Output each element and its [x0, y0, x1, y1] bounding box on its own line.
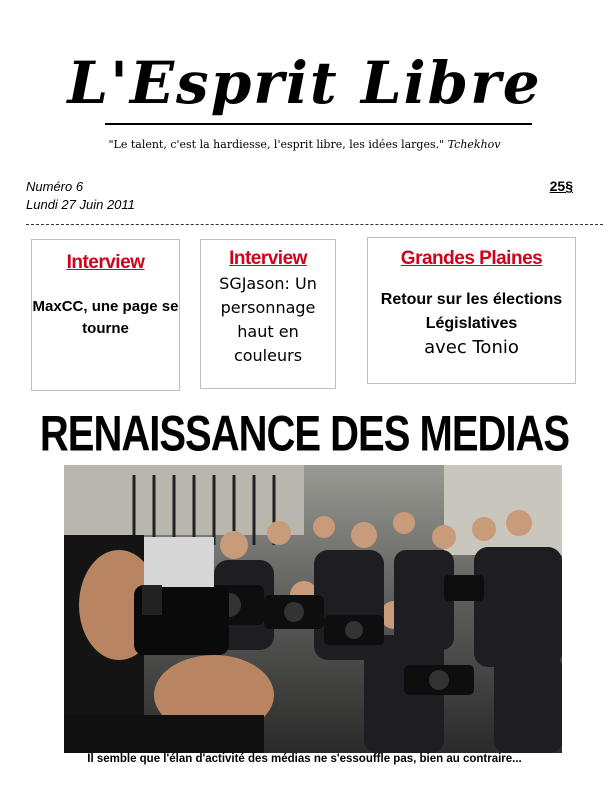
issue-number: Numéro 6 — [26, 179, 84, 194]
teaser-subline: avec Tonio — [424, 337, 519, 358]
press-photographers-photo — [64, 465, 562, 753]
main-headline: RENAISSANCE DES MEDIAS — [39, 406, 570, 462]
newspaper-title: L'Esprit Libre — [67, 49, 542, 117]
issue-price: 25§ — [549, 178, 573, 194]
tagline — [0, 138, 609, 151]
teaser-box-maxcc[interactable] — [31, 239, 180, 391]
teaser-headline: SGJason: Un personnage haut en couleurs — [219, 274, 317, 365]
teaser-headline: Retour sur les élections Législatives — [380, 291, 563, 332]
teaser-kicker: Interview — [229, 248, 307, 269]
photo-illustration — [64, 465, 562, 753]
issue-info — [26, 178, 135, 214]
photo-caption: Il semble que l'élan d'activité des médias ne s'essouffle pas, bien au contraire... — [87, 753, 522, 765]
masthead-divider — [105, 123, 532, 125]
tagline-quote: "Le talent, c'est la hardiesse, l'esprit libre, les idées larges." — [108, 138, 445, 151]
teaser-kicker: Grandes Plaines — [400, 248, 543, 269]
tagline-author: Tchekhov — [447, 138, 501, 151]
issue-date: Lundi 27 Juin 2011 — [26, 197, 135, 212]
teaser-headline: MaxCC, une page se tourne — [32, 298, 179, 337]
teaser-box-grandes-plaines[interactable] — [367, 237, 576, 384]
header-divider — [26, 224, 603, 225]
teaser-box-sgjason[interactable] — [200, 239, 336, 389]
teaser-kicker: Interview — [66, 252, 145, 273]
